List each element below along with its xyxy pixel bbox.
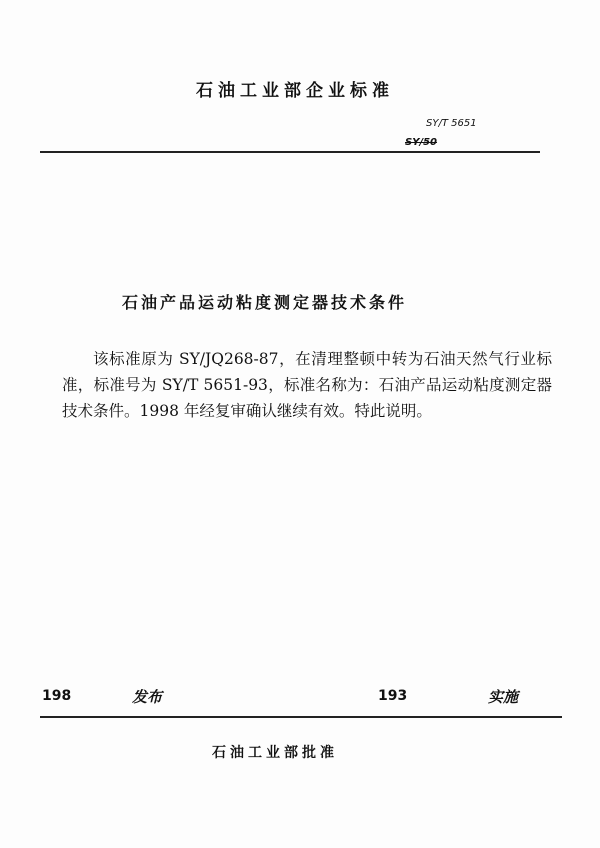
body-paragraph: 该标准原为 SY/JQ268-87，在清理整顿中转为石油天然气行业标准，标准号为 SY/T 5651-93，标准名称为：石油产品运动粘度测定器技术条件。1998 年经复审确认继续有效。特此说明。	[62, 350, 552, 420]
issue-year: 198	[42, 688, 72, 704]
implementation-label: 实施	[488, 688, 519, 706]
top-rule	[40, 151, 540, 153]
approver: 石油工业部批准	[212, 745, 338, 761]
body-text	[62, 346, 552, 424]
issuer-heading: 石油工业部企业标准	[196, 81, 394, 101]
struck-old-number: SY/50	[405, 137, 438, 148]
handwritten-standard-number: SY/T 5651	[426, 118, 477, 129]
implementation-year: 193	[378, 688, 408, 704]
issue-label: 发布	[132, 688, 163, 706]
document-title: 石油产品运动粘度测定器技术条件	[122, 293, 408, 312]
bottom-rule	[40, 716, 562, 718]
